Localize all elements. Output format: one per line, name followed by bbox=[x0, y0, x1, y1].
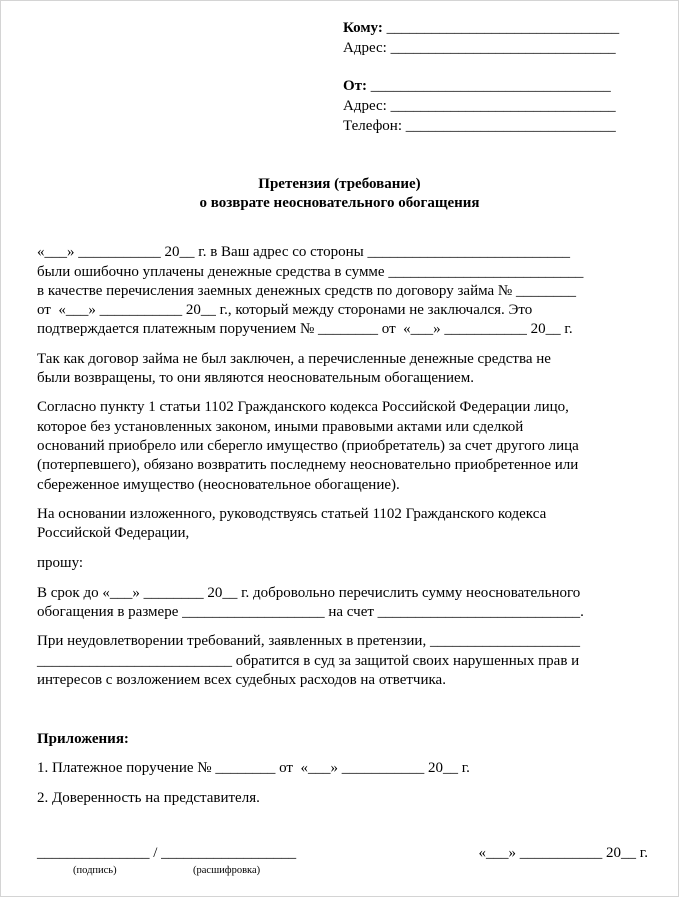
attachment-item: 1. Платежное поручение № ________ от «___» ___________ 20__ г. bbox=[37, 760, 470, 776]
p2-line: были возвращены, то они являются неосновательным обогащением. bbox=[37, 370, 474, 386]
to-blank: _______________________________ bbox=[382, 20, 620, 36]
p1-line: подтверждается платежным поручением № ________ от «___» ___________ 20__ г. bbox=[37, 321, 573, 337]
p7-line: При неудовлетворении требований, заявленных в претензии, ____________________ bbox=[37, 633, 580, 649]
attachments-heading: Приложения: bbox=[37, 731, 129, 747]
to-address-line: Адрес: ______________________________ bbox=[343, 40, 616, 56]
p2-line: Так как договор займа не был заключен, а перечисленные денежные средства не bbox=[37, 351, 551, 367]
p3-line: Согласно пункту 1 статьи 1102 Гражданского кодекса Российской Федерации лицо, bbox=[37, 399, 569, 415]
p3-line: которое без установленных законом, иными правовыми актами или сделкой bbox=[37, 419, 524, 435]
p3-line: оснований приобрело или сберегло имущество (приобретатель) за счет другого лица bbox=[37, 438, 579, 454]
p4-line: На основании изложенного, руководствуясь статьей 1102 Гражданского кодекса bbox=[37, 506, 547, 522]
p4-line: Российской Федерации, bbox=[37, 525, 190, 541]
from-label: От: bbox=[343, 78, 368, 94]
p6-line: В срок до «___» ________ 20__ г. добровольно перечислить сумму неосновательного bbox=[37, 585, 581, 601]
p1-line: в качестве перечисления заемных денежных средств по договору займа № ________ bbox=[37, 283, 576, 299]
signature-line: _______________ / __________________ bbox=[37, 845, 297, 861]
from-blank: ________________________________ bbox=[367, 78, 611, 94]
document-subtitle: о возврате неосновательного обогащения bbox=[199, 195, 480, 211]
phone-line: Телефон: ____________________________ bbox=[343, 118, 616, 134]
document-title: Претензия (требование) bbox=[258, 176, 421, 192]
to-line bbox=[343, 19, 619, 39]
request-word: прошу: bbox=[37, 555, 84, 571]
signature-caption: (подпись) bbox=[73, 865, 117, 876]
p6-line: обогащения в размере ___________________ на счет ___________________________. bbox=[37, 604, 584, 620]
from-address-line: Адрес: ______________________________ bbox=[343, 98, 616, 114]
p3-line: сбереженное имущество (неосновательное обогащение). bbox=[37, 477, 400, 493]
p7-line: __________________________ обратится в суд за защитой своих нарушенных прав и bbox=[37, 653, 580, 669]
from-line bbox=[343, 77, 611, 97]
to-label: Кому: bbox=[343, 20, 383, 36]
signature-date-line: «___» ___________ 20__ г. bbox=[478, 845, 648, 861]
p1-line: «___» ___________ 20__ г. в Ваш адрес со стороны ___________________________ bbox=[37, 244, 571, 260]
p3-line: (потерпевшего), обязано возвратить последнему неосновательно приобретенное или bbox=[37, 457, 579, 473]
p1-line: были ошибочно уплачены денежные средства в сумме __________________________ bbox=[37, 264, 584, 280]
p1-line: от «___» ___________ 20__ г., который между сторонами не заключался. Это bbox=[37, 302, 533, 318]
decoding-caption: (расшифровка) bbox=[193, 865, 261, 876]
p7-line: интересов с возложением всех судебных расходов на ответчика. bbox=[37, 672, 446, 688]
attachment-item: 2. Доверенность на представителя. bbox=[37, 790, 260, 806]
